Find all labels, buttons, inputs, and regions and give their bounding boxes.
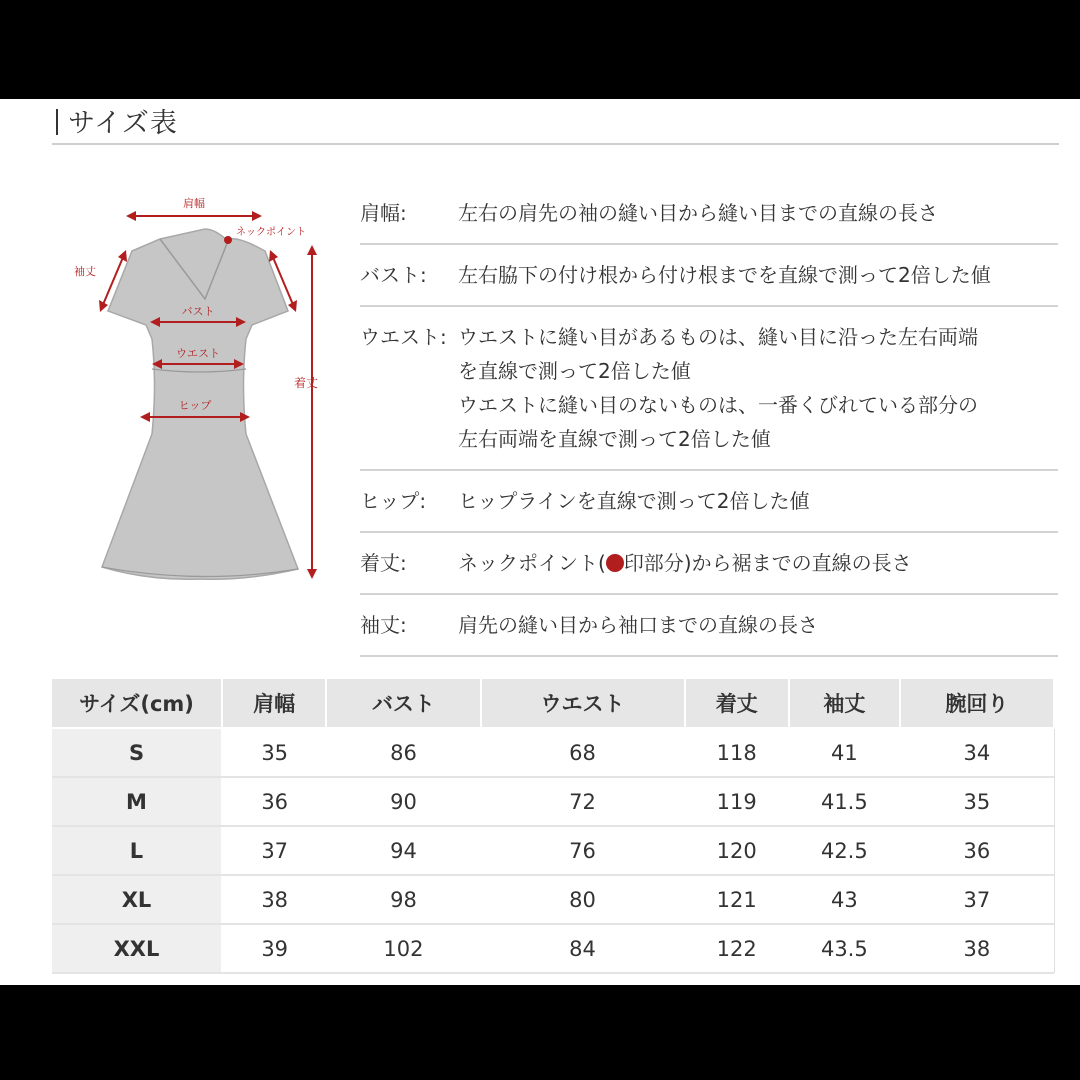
definition-term: ウエスト: — [360, 325, 447, 349]
table-cell: 37 — [900, 875, 1054, 924]
table-row — [52, 728, 1054, 777]
table-row — [52, 826, 1054, 875]
table-cell: 34 — [900, 728, 1054, 777]
definition-bust — [360, 245, 1058, 307]
size-table — [52, 679, 1055, 974]
definition-term: ヒップ: — [360, 489, 427, 513]
size-label-cell: M — [52, 777, 222, 826]
definition-term: 肩幅: — [360, 201, 407, 225]
hip-arrow-left-head — [140, 412, 150, 422]
neck-point-marker-icon — [606, 554, 624, 572]
definition-text — [458, 258, 991, 292]
size-label-cell: XL — [52, 875, 222, 924]
definition-term: バスト: — [360, 263, 427, 287]
table-header-cell: 腕回り — [900, 679, 1054, 728]
table-cell: 36 — [900, 826, 1054, 875]
table-cell: 102 — [326, 924, 480, 973]
waist-label: ウエスト — [176, 347, 220, 360]
definitions-list — [360, 183, 1058, 657]
top-black-band — [0, 0, 1080, 99]
definition-text — [458, 608, 818, 642]
definition-term: 着丈: — [360, 551, 407, 575]
table-cell: 121 — [685, 875, 789, 924]
table-cell: 35 — [222, 728, 326, 777]
table-cell: 80 — [481, 875, 685, 924]
title-text: サイズ表 — [68, 108, 178, 139]
table-cell: 119 — [685, 777, 789, 826]
definition-shoulder — [360, 183, 1058, 245]
definition-text — [458, 320, 978, 456]
shoulder-label: 肩幅 — [183, 197, 205, 210]
title-bar-mark — [56, 109, 58, 135]
definition-line: 左右両端を直線で測って2倍した値 — [458, 427, 771, 451]
table-cell: 120 — [685, 826, 789, 875]
table-cell: 43 — [789, 875, 900, 924]
size-chart-page — [0, 99, 1080, 985]
definition-hip — [360, 471, 1058, 533]
definition-text-before-dot: ネックポイント( — [458, 551, 606, 575]
table-header-cell: 袖丈 — [789, 679, 900, 728]
bottom-black-band — [0, 985, 1080, 1080]
table-row — [52, 875, 1054, 924]
table-header-cell: バスト — [326, 679, 480, 728]
definition-line: 左右脇下の付け根から付け根までを直線で測って2倍した値 — [458, 263, 991, 287]
table-header-row — [52, 679, 1054, 728]
definition-line: ヒップラインを直線で測って2倍した値 — [458, 489, 810, 513]
table-row — [52, 924, 1054, 973]
definition-text — [458, 484, 810, 518]
definition-line — [458, 546, 912, 580]
title-divider — [52, 143, 1059, 145]
hip-label: ヒップ — [178, 399, 212, 412]
definition-text-after-dot: 印部分)から裾までの直線の長さ — [623, 551, 912, 575]
definition-line: ウエストに縫い目のないものは、一番くびれている部分の — [458, 393, 978, 417]
definition-line: を直線で測って2倍した値 — [458, 359, 691, 383]
table-cell: 118 — [685, 728, 789, 777]
definition-length — [360, 533, 1058, 595]
table-header-cell: サイズ(cm) — [52, 679, 222, 728]
table-cell: 90 — [326, 777, 480, 826]
table-cell: 86 — [326, 728, 480, 777]
table-cell: 39 — [222, 924, 326, 973]
table-cell: 41.5 — [789, 777, 900, 826]
definition-line: 肩先の縫い目から袖口までの直線の長さ — [458, 613, 818, 637]
table-cell: 84 — [481, 924, 685, 973]
table-cell: 98 — [326, 875, 480, 924]
table-cell: 41 — [789, 728, 900, 777]
table-header-cell: ウエスト — [481, 679, 685, 728]
definition-waist — [360, 307, 1058, 471]
table-header-cell: 着丈 — [685, 679, 789, 728]
table-cell: 43.5 — [789, 924, 900, 973]
definition-text — [458, 196, 938, 230]
definition-line: 左右の肩先の袖の縫い目から縫い目までの直線の長さ — [458, 201, 938, 225]
size-label-cell: L — [52, 826, 222, 875]
table-cell: 38 — [222, 875, 326, 924]
bust-label: バスト — [181, 305, 215, 318]
table-cell: 68 — [481, 728, 685, 777]
table-cell: 72 — [481, 777, 685, 826]
table-header-cell: 肩幅 — [222, 679, 326, 728]
table-cell: 76 — [481, 826, 685, 875]
table-cell: 35 — [900, 777, 1054, 826]
length-arrow-top-head — [307, 245, 317, 255]
table-cell: 42.5 — [789, 826, 900, 875]
size-label-cell: S — [52, 728, 222, 777]
neck-point-label: ネックポイント — [236, 227, 306, 238]
table-cell: 38 — [900, 924, 1054, 973]
definition-sleeve — [360, 595, 1058, 657]
table-row — [52, 777, 1054, 826]
length-arrow-bottom-head — [307, 569, 317, 579]
table-cell: 36 — [222, 777, 326, 826]
shoulder-arrow-left-head — [126, 211, 136, 221]
sleeve-label: 袖丈 — [74, 265, 96, 278]
definition-text — [458, 546, 912, 580]
definition-term: 袖丈: — [360, 613, 407, 637]
table-cell: 122 — [685, 924, 789, 973]
neck-point-dot — [224, 236, 232, 244]
dress-diagram — [60, 189, 350, 589]
section-title — [56, 101, 178, 140]
table-cell: 94 — [326, 826, 480, 875]
length-label: 着丈 — [294, 376, 319, 390]
size-label-cell: XXL — [52, 924, 222, 973]
definition-line: ウエストに縫い目があるものは、縫い目に沿った左右両端 — [458, 325, 978, 349]
shoulder-arrow-right-head — [252, 211, 262, 221]
table-cell: 37 — [222, 826, 326, 875]
